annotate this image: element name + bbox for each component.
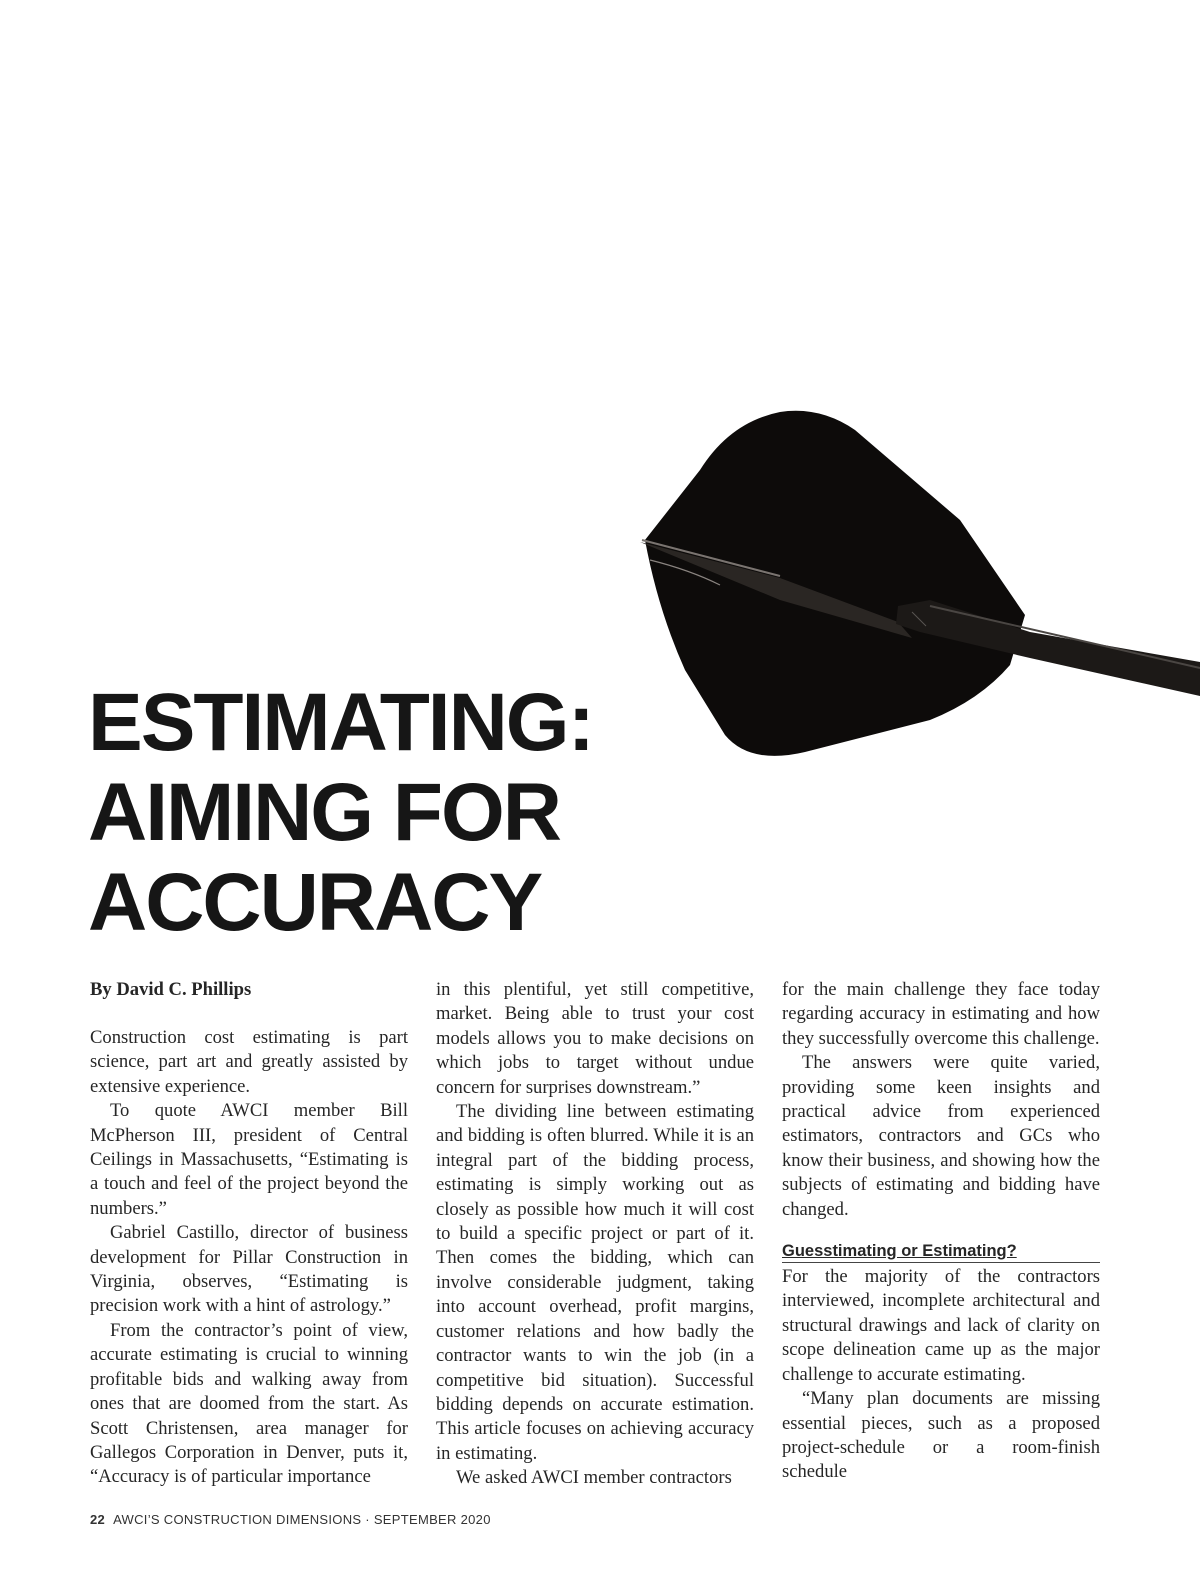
paragraph: From the contractor’s point of view, accurate estimating is crucial to winning profitable bids and walking away from ones that are doomed from the start. As Scott Christensen, area manager for Gallegos Corporation in Denver, puts it, “Accuracy is of particular importance bbox=[90, 1319, 408, 1488]
headline-line-1: ESTIMATING: bbox=[88, 677, 593, 768]
publication-line: AWCI’S CONSTRUCTION DIMENSIONS · SEPTEMBER 2020 bbox=[113, 1512, 491, 1527]
paragraph: Gabriel Castillo, director of business development for Pillar Construction in Virginia, observes, “Estimating is precision work with a hint of astrology.” bbox=[90, 1222, 408, 1317]
dart-flight bbox=[645, 411, 1025, 756]
paragraph: To quote AWCI member Bill McPherson III, president of Central Ceilings in Massachusetts, “Estimating is a touch and feel of the project beyond the numbers.” bbox=[90, 1100, 408, 1219]
dart-photo bbox=[630, 400, 1200, 770]
paragraph: Construction cost estimating is part science, part art and greatly assisted by extensive experience. bbox=[90, 1027, 408, 1097]
paragraph: For the majority of the contractors interviewed, incomplete architectural and structural drawings and lack of clarity on scope delineation came up as the major challenge to accurate estimating. bbox=[782, 1266, 1100, 1385]
text-column-2 bbox=[436, 978, 754, 1491]
paragraph: “Many plan documents are missing essential pieces, such as a proposed project-schedule or a room-finish schedule bbox=[782, 1388, 1100, 1483]
paragraph: The dividing line between estimating and bidding is often blurred. While it is an integral part of the bidding process, estimating is simply working out as closely as possible how much it will cost to build a specific project or part of it. Then comes the bidding, which can involve considerable judgment, taking into account overhead, profit margins, customer relations and how badly the contractor wants to win the job (in a competitive bid situation). Successful bidding depends on accurate estimation. This article focuses on achieving accuracy in estimating. bbox=[436, 1101, 754, 1464]
paragraph: We asked AWCI member contractors bbox=[456, 1467, 732, 1489]
section-subhead: Guesstimating or Estimating? bbox=[782, 1241, 1100, 1263]
byline: By David C. Phillips bbox=[90, 979, 252, 1000]
paragraph: The answers were quite varied, providing some keen insights and practical advice from experienced estimators, contractors and GCs who know their business, and showing how the subjects of estimating and bidding have changed. bbox=[782, 1052, 1100, 1220]
page-number: 22 bbox=[90, 1512, 106, 1527]
paragraph: in this plentiful, yet still competitive, market. Being able to trust your cost models allows you to make decisions on which jobs to target without undue concern for surprises downstream.” bbox=[436, 979, 754, 1098]
article-headline bbox=[88, 678, 593, 948]
headline-line-2: AIMING FOR bbox=[88, 767, 560, 858]
headline-line-3: ACCURACY bbox=[88, 857, 542, 948]
text-column-1 bbox=[90, 978, 408, 1490]
paragraph: for the main challenge they face today regarding accuracy in estimating and how they successfully overcome this challenge. bbox=[782, 979, 1100, 1049]
text-column-3 bbox=[782, 978, 1100, 1485]
page-footer bbox=[90, 1512, 491, 1527]
